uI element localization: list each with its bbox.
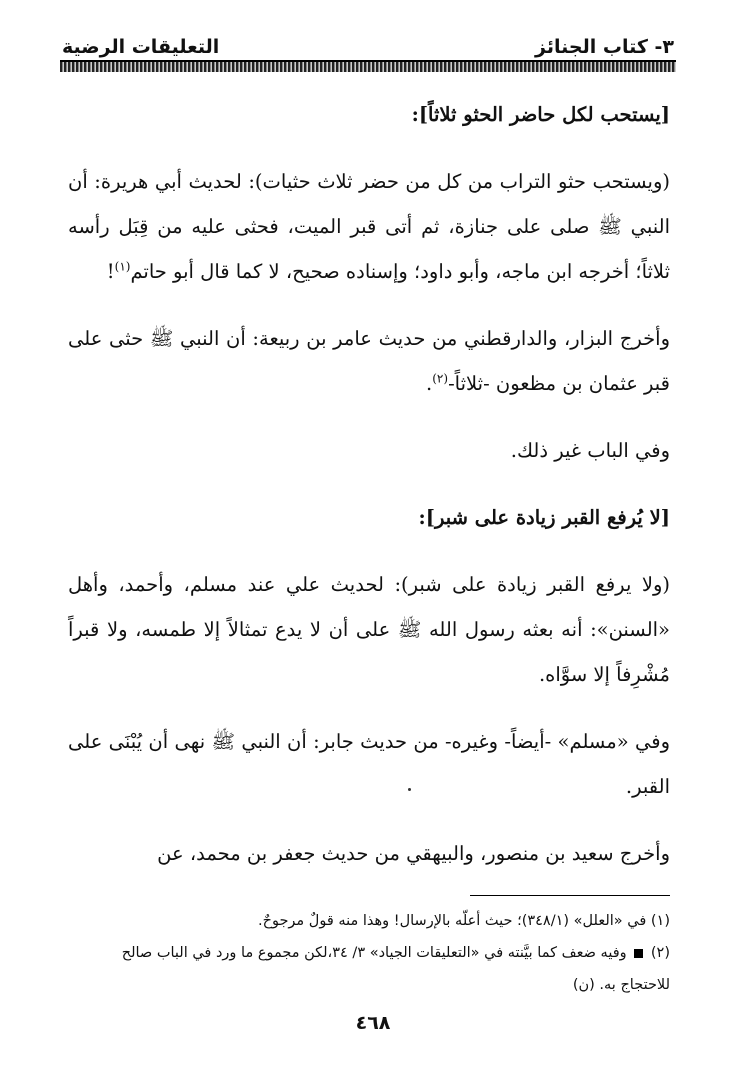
- section-heading-grave-height: [لا يُرفع القبر زيادة على شبر]:: [418, 506, 670, 529]
- paragraph-bazzar-text: وأخرج البزار، والدارقطني من حديث عامر بن ربيعة: أن النبي ﷺ حثى على قبر عثمان بن مظعون -ثلاثاً-: [68, 327, 670, 395]
- footnote-2-number: (٢): [650, 945, 670, 961]
- header-rule: [60, 60, 676, 72]
- chapter-title: ٣- كتاب الجنائز: [535, 36, 674, 58]
- paragraph-jabir-hadith: وفي «مسلم» -أيضاً- وغيره- من حديث جابر: أن النبي ﷺ نهى أن يُبْنَى على القبر.: [68, 730, 670, 798]
- running-header: [62, 28, 674, 58]
- paragraph-ali-hadith: (ولا يرفع القبر زيادة على شبر): لحديث علي عند مسلم، وأحمد، وأهل «السنن»: أنه بعثه رسول الله ﷺ على أن لا يدع تمثالاً إلا طمسه، ولا قبراً مُشْرِفاً إلا سوَّاه.: [68, 573, 670, 686]
- footnotes: [68, 905, 670, 1001]
- footnote-2: [68, 937, 670, 1001]
- paragraph-bazzar: [68, 316, 670, 406]
- square-bullet-icon: [634, 949, 643, 958]
- page-number: ٤٦٨: [355, 1012, 391, 1034]
- paragraph-other: وفي الباب غير ذلك.: [510, 439, 670, 462]
- footnote-2-text: وفيه ضعف كما بيَّنته في «التعليقات الجياد» ٣/ ٣٤،لكن مجموع ما ورد في الباب صالح للاحتجاج به. (ن): [121, 945, 670, 993]
- paragraph-hathw-end: !: [106, 260, 115, 283]
- section-heading-throwing-dust: [يستحب لكل حاضر الحثو ثلاثاً]:: [411, 103, 670, 126]
- footnote-ref-1: (١): [114, 259, 131, 274]
- book-title: التعليقات الرضية: [62, 36, 220, 58]
- footnote-1: (١) في «العلل» (٣٤٨/١)؛ حيث أعلّه بالإرسال! وهذا منه قولٌ مرجوحٌ.: [258, 913, 670, 929]
- paragraph-said-ibn-mansur: وأخرج سعيد بن منصور، والبيهقي من حديث جعفر بن محمد، عن: [157, 842, 670, 865]
- stray-dot: [408, 788, 411, 791]
- paragraph-bazzar-end: .: [426, 372, 433, 395]
- footnote-separator: [470, 895, 670, 896]
- paragraph-hathw-text: (ويستحب حثو التراب من كل من حضر ثلاث حثيات): لحديث أبي هريرة: أن النبي ﷺ صلى على جنازة، ثم أتى قبر الميت، فحثى عليه من قِبَل رأسه ثلاثاً؛ أخرجه ابن ماجه، وأبو داود؛ وإسناده صحيح، لا كما قال أبو حاتم: [68, 170, 670, 283]
- main-text: [68, 92, 670, 898]
- footnote-ref-2: (٢): [432, 371, 449, 386]
- paragraph-hathw: [68, 159, 670, 294]
